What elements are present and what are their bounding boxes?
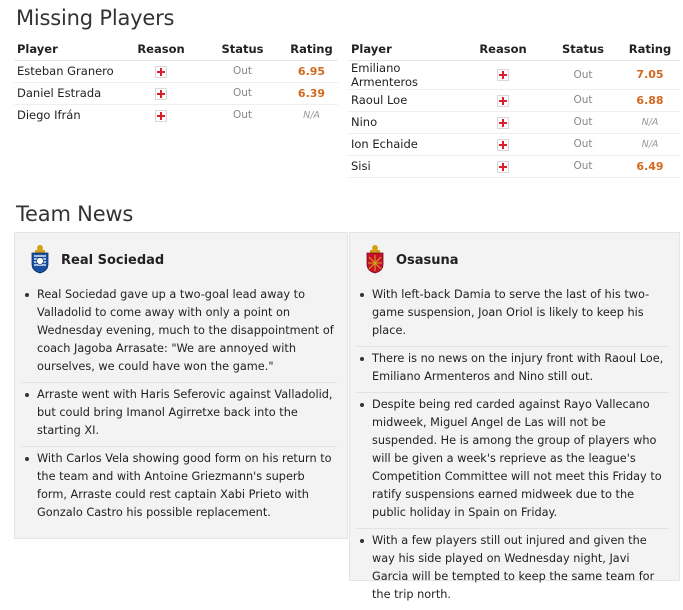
header-player[interactable]: Player [14, 38, 122, 60]
table-header-row [348, 38, 680, 60]
status-cell: Out [200, 82, 285, 104]
reason-cell [460, 111, 546, 133]
player-name[interactable]: Daniel Estrada [14, 82, 122, 104]
table-row [348, 111, 680, 133]
news-list-away [350, 283, 679, 610]
reason-cell [460, 60, 546, 89]
team-name: Osasuna [396, 253, 459, 268]
news-item: Despite being red carded against Rayo Vallecano midweek, Miguel Angel de Las will not be suspended. He is among the group of players who will be given a week's reprieve as the league's Competition Committee will not meet this Friday to ratify suspensions earned midweek due to the public holiday in Spain on Friday. [356, 392, 669, 528]
red-cross-injury-icon[interactable] [497, 117, 509, 129]
missing-players-table-away [348, 38, 680, 178]
rating-cell: 7.05 [620, 60, 680, 89]
rating-cell: 6.95 [285, 60, 338, 82]
status-cell: Out [546, 133, 620, 155]
table-row [14, 60, 338, 82]
osasuna-crest-icon [364, 244, 386, 274]
table-row [14, 82, 338, 104]
red-cross-injury-icon[interactable] [497, 139, 509, 151]
status-cell: Out [546, 60, 620, 89]
reason-cell [460, 133, 546, 155]
header-rating[interactable]: Rating [620, 38, 680, 60]
table-row [348, 133, 680, 155]
team-header [15, 233, 347, 283]
news-item: Arraste went with Haris Seferovic against Valladolid, but could bring Imanol Agirretxe back into the starting XI. [21, 382, 337, 446]
team-news-title: Team News [16, 202, 134, 226]
player-name[interactable]: Ion Echaide [348, 133, 460, 155]
table-row [348, 155, 680, 177]
missing-players-table-home [14, 38, 338, 126]
table-header-row [14, 38, 338, 60]
news-item: With a few players still out injured and given the way his side played on Wednesday night, Javi Garcia will be tempted to keep the same team for the trip north. [356, 528, 669, 610]
header-player[interactable]: Player [348, 38, 460, 60]
news-item: Real Sociedad gave up a two-goal lead away to Valladolid to come away with only a point on Wednesday evening, much to the disappointment of coach Jagoba Arrasate: "We are annoyed with ourselves, we could have won the game." [21, 283, 337, 382]
reason-cell [460, 89, 546, 111]
team-name: Real Sociedad [61, 253, 165, 268]
news-item: There is no news on the injury front with Raoul Loe, Emiliano Armenteros and Nino still out. [356, 346, 669, 392]
red-cross-injury-icon[interactable] [497, 161, 509, 173]
team-header [350, 233, 679, 283]
status-cell: Out [546, 155, 620, 177]
real-sociedad-crest-icon [29, 244, 51, 274]
team-news-panel-away [349, 232, 680, 601]
status-cell: Out [546, 89, 620, 111]
player-name[interactable]: Esteban Granero [14, 60, 122, 82]
header-reason[interactable]: Reason [122, 38, 200, 60]
rating-cell: N/A [620, 111, 680, 133]
table-row [14, 104, 338, 126]
header-rating[interactable]: Rating [285, 38, 338, 60]
missing-players-title: Missing Players [16, 6, 175, 30]
red-cross-injury-icon[interactable] [155, 88, 167, 100]
news-item: With Carlos Vela showing good form on his return to the team and with Antoine Griezmann's superb form, Arraste could rest captain Xabi Prieto with Gonzalo Castro his possible replacement. [21, 446, 337, 528]
reason-cell [460, 155, 546, 177]
table-row [348, 60, 680, 89]
header-status[interactable]: Status [200, 38, 285, 60]
red-cross-injury-icon[interactable] [155, 66, 167, 78]
status-cell: Out [546, 111, 620, 133]
header-status[interactable]: Status [546, 38, 620, 60]
news-item: With left-back Damia to serve the last of his two-game suspension, Joan Oriol is likely to keep his place. [356, 283, 669, 346]
reason-cell [122, 82, 200, 104]
rating-cell: 6.39 [285, 82, 338, 104]
table-row [348, 89, 680, 111]
rating-cell: 6.49 [620, 155, 680, 177]
player-name[interactable]: Nino [348, 111, 460, 133]
news-list-home [15, 283, 347, 528]
header-reason[interactable]: Reason [460, 38, 546, 60]
red-cross-injury-icon[interactable] [155, 110, 167, 122]
rating-cell: N/A [620, 133, 680, 155]
player-name[interactable]: Diego Ifrán [17, 108, 81, 123]
reason-cell [122, 60, 200, 82]
player-name[interactable]: Sisi [348, 155, 460, 177]
player-name[interactable]: Emiliano Armenteros [348, 60, 460, 89]
rating-cell: N/A [303, 109, 320, 121]
rating-cell: 6.88 [620, 89, 680, 111]
red-cross-injury-icon[interactable] [497, 69, 509, 81]
red-cross-injury-icon[interactable] [497, 95, 509, 107]
player-name[interactable]: Raoul Loe [348, 89, 460, 111]
status-cell: Out [232, 109, 253, 122]
team-news-panel-home [14, 232, 348, 539]
status-cell: Out [200, 60, 285, 82]
reason-cell [122, 104, 200, 126]
